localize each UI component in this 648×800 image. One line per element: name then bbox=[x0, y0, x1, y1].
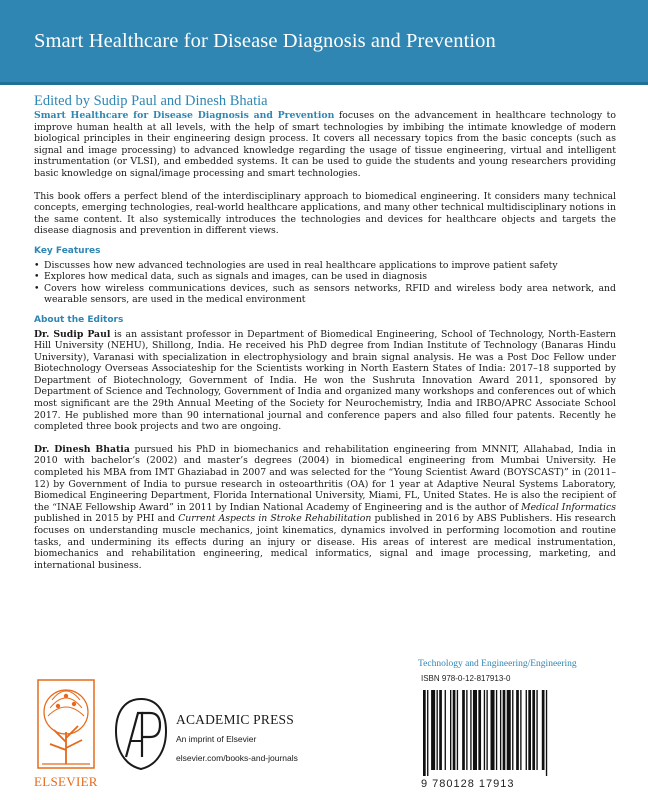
bhatia-bio: Dr. Dinesh Bhatia pursued his PhD in biomechanics and rehabilitation engineering from MNNIT, Allahabad, India in 2010 with bachelor’s (2002) and master’s degrees (2004) in biomedical engineering from Mumbai University. He completed his MBA from IMT Ghaziabad in 2007 and was selected for the “Young Scientist Award (BOYSCAST)” in (2011–12) by Government of India to pursue research in osteoarthritis (OA) for 1 year at Adaptive Neural Systems Laboratory, Biomedical Engineering Department, Florida International University, Miami, FL, United States. He is also the recipient of the “INAE Fellowship Award” in 2011 by Indian National Academy of Engineering and is the author of Medical Informatics published in 2015 by PHI and Current Aspects in Stroke Rehabilitation published in 2016 by ABS Publishers. His research focuses on understanding muscle mechanics, joint kinematics, dynamics involved in performing locomotion and routine tasks, and undermining its effects during an injury or disease. His areas of interest are medical instrumentation, biomechanics and rehabilitation engineering, medical informatics, signal and image processing, marketing, and international business. bbox=[34, 443, 616, 571]
barcode-digits: 9 780128 17913 bbox=[421, 778, 515, 790]
isbn-text: ISBN 978-0-12-817913-0 bbox=[421, 674, 511, 683]
key-feature-item: • Covers how wireless communications devices, such as sensors networks, RFID and wireless body area network, and wearable sensors, are used in the medical environment bbox=[34, 282, 616, 306]
book-title: Smart Healthcare for Disease Diagnosis and Prevention bbox=[34, 30, 496, 52]
subject-category: Technology and Engineering/Engineering bbox=[418, 659, 577, 669]
elsevier-tree-logo bbox=[36, 678, 96, 784]
key-features-heading: Key Features bbox=[34, 245, 101, 256]
bullet-icon: • bbox=[34, 282, 40, 294]
editors-line: Edited by Sudip Paul and Dinesh Bhatia bbox=[34, 93, 268, 109]
intro-paragraph bbox=[34, 110, 616, 180]
key-feature-item: • Discusses how new advanced technologies are used in real healthcare applications to improve patient safety bbox=[34, 259, 558, 271]
book-medical-informatics: Medical Informatics bbox=[521, 501, 616, 513]
key-features-list bbox=[34, 260, 616, 306]
intro-lead: Smart Healthcare for Disease Diagnosis and Prevention bbox=[34, 110, 335, 121]
barcode-area bbox=[418, 674, 598, 792]
publisher-name: ACADEMIC PRESS bbox=[176, 712, 294, 727]
academic-press-logo bbox=[112, 695, 170, 773]
elsevier-wordmark: ELSEVIER bbox=[34, 774, 98, 789]
book-stroke-rehabilitation: Current Aspects in Stroke Rehabilitation bbox=[178, 513, 372, 525]
imprint-text: An imprint of Elsevier bbox=[176, 734, 257, 744]
about-editors-heading: About the Editors bbox=[34, 314, 124, 325]
paul-bio: Dr. Sudip Paul is an assistant professor in Department of Biomedical Engineering, School of Technology, North-Eastern Hill University (NEHU), Shillong, India. He received his PhD degree from Indian Institute of Technology (Banaras Hindu University), Varanasi with specialization in electrophysiology and brain signal analysis. He was a Post Doc Fellow under Biotechnology Overseas Associateship for the Scientists working in North Eastern States of India: 2017–18 supported by Department of Biotechnology, Government of India. He won the Sushruta Innovation Award 2011, sponsored by Department of Science and Technology, Government of India and organized many workshops and conferences out of which most significant are the 29th Annual Meeting of the Society for Neurochemistry, India and IRBO/APRC Associate School 2017. He published more than 90 international journal and conference papers and also filled four patents. Recently he completed three book projects and two are ongoing. bbox=[34, 328, 616, 433]
overview-paragraph: This book offers a perfect blend of the interdisciplinary approach to biomedical engineering. It considers many technical concepts, emerging technologies, real-world healthcare applications, and many other technical multidisciplinary notions in the same content. It also systemically introduces the technologies and devices for healthcare objects and targets the disease diagnosis and prevention in different views. bbox=[34, 190, 616, 237]
back-cover-text bbox=[34, 110, 616, 582]
bullet-icon: • bbox=[34, 271, 40, 283]
barcode-icon bbox=[421, 690, 595, 776]
key-feature-item: • Explores how medical data, such as signals and images, can be used in diagnosis bbox=[34, 271, 428, 283]
bullet-icon: • bbox=[34, 259, 40, 271]
bhatia-name: Dr. Dinesh Bhatia bbox=[34, 443, 130, 455]
paul-name: Dr. Sudip Paul bbox=[34, 328, 111, 340]
title-band bbox=[0, 0, 648, 82]
publisher-website: elsevier.com/books-and-journals bbox=[176, 753, 298, 763]
intro-body: focuses on the advancement in healthcare technology to improve human health at all levels, with the help of smart technologies by imbibing the intimate knowledge of modern biological principles in their engineering design process. It covers all necessary topics from the basic concepts (such as signal and image processing) to advanced knowledge regarding the usage of tissue engineering, virtual and intelligent instrumentation (or VLSI), and embedded systems. It can be used to guide the students and young researchers providing basic knowledge on signal/image processing and smart technologies. bbox=[34, 110, 617, 179]
title-divider bbox=[0, 82, 648, 85]
